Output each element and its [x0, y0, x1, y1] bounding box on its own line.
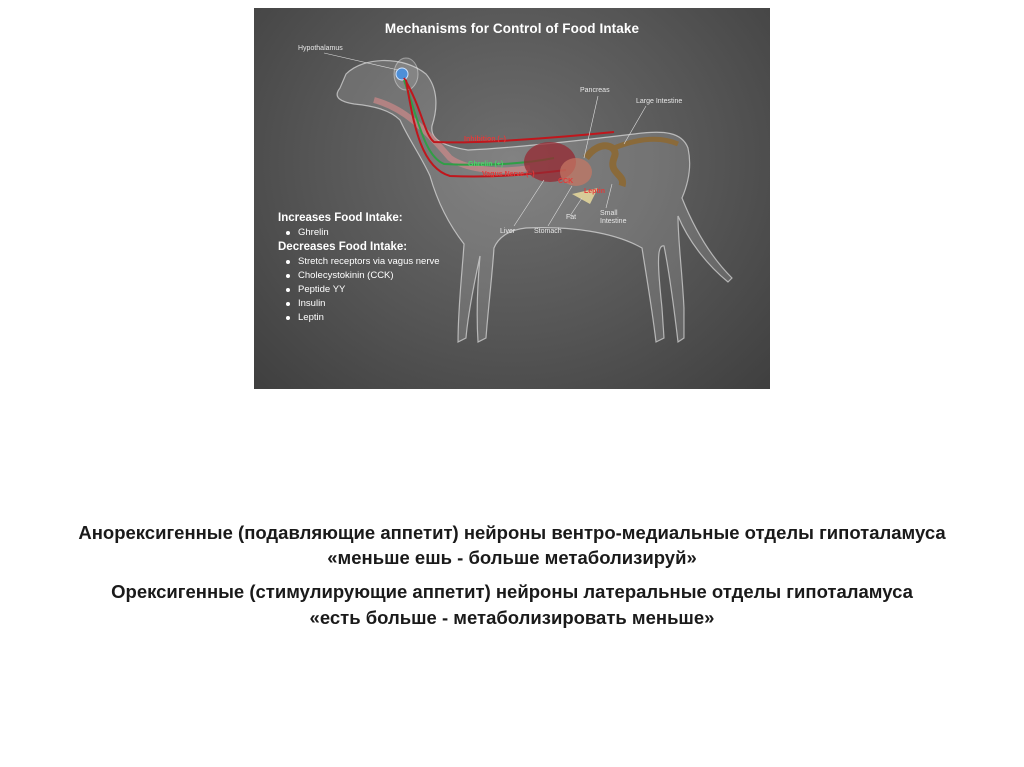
small-intestine-label: Small Intestine	[600, 210, 627, 225]
stomach-label: Stomach	[534, 228, 562, 235]
list-item: Peptide YY	[298, 283, 440, 297]
intake-factors-list	[278, 211, 440, 325]
decreases-heading: Decreases Food Intake:	[278, 241, 408, 253]
figure-title: Mechanisms for Control of Food Intake	[384, 21, 640, 36]
inhibition-label: Inhibition (–)	[464, 136, 506, 143]
list-item: Stretch receptors via vagus nerve	[298, 256, 440, 267]
fat-label: Fat	[566, 214, 577, 221]
increases-heading: Increases Food Intake:	[278, 212, 403, 224]
anorexigenic-caption: Анорексигенные (подавляющие аппетит) нейроны вентро-медиальные отделы гипоталамуса	[78, 522, 946, 543]
hypothalamus-label: Hypothalamus	[298, 45, 343, 52]
leptin-label: Leptin	[584, 188, 605, 195]
list-item: Leptin	[298, 311, 440, 325]
decreases-list	[278, 255, 440, 325]
large-intestine-label: Large Intestine	[636, 98, 683, 105]
orexigenic-caption: Орексигенные (стимулирующие аппетит) нейроны латеральные отделы гипоталамуса	[111, 581, 913, 602]
orexigenic-motto: «есть больше - метаболизировать меньше»	[309, 607, 715, 628]
list-item: Cholecystokinin (CCK)	[298, 269, 440, 283]
anorexigenic-motto: «меньше ешь - больше метаболизируй»	[327, 547, 697, 568]
ghrelin-label: Ghrelin (+)	[468, 161, 504, 168]
dog-anatomy-illustration	[254, 8, 770, 389]
list-item: Ghrelin	[298, 226, 440, 240]
food-intake-diagram	[254, 8, 770, 389]
liver-label: Liver	[500, 228, 516, 235]
pancreas-label: Pancreas	[580, 87, 610, 94]
cck-label: CCK	[558, 178, 574, 185]
increases-list	[278, 226, 440, 240]
list-item: Insulin	[298, 297, 440, 311]
vagus-nerve-label: Vagus Nerve (–)	[482, 171, 535, 178]
